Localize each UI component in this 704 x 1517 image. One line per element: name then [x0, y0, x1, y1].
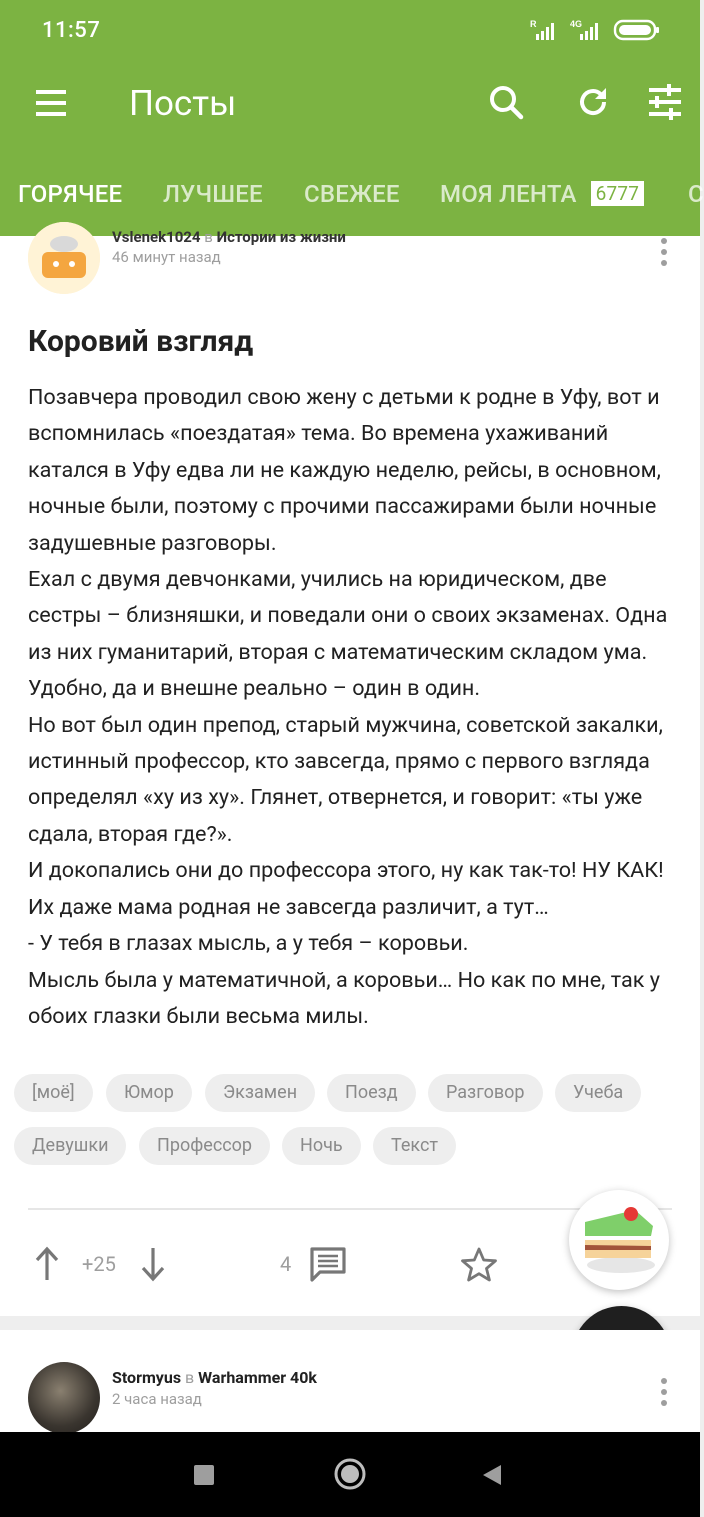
- tab-my-feed[interactable]: [440, 180, 644, 208]
- upvote-arrow-icon[interactable]: [32, 1246, 62, 1282]
- post-paragraph: Мысль была у математичной, а коровьи… Но как по мне, так у обоих глазки были весьма милы.: [28, 967, 660, 1029]
- page-title: Посты: [129, 83, 237, 124]
- post-community[interactable]: Истории из жизни: [216, 228, 346, 246]
- tab-my-feed-label: МОЯ ЛЕНТА: [440, 180, 577, 208]
- post-card: [0, 228, 700, 1316]
- svg-text:4G: 4G: [570, 19, 583, 29]
- more-options-icon[interactable]: [660, 238, 668, 266]
- search-icon[interactable]: [486, 82, 526, 122]
- post-author-line: [112, 228, 346, 246]
- tag-chip[interactable]: Поезд: [327, 1074, 416, 1112]
- tag-chip[interactable]: Экзамен: [205, 1074, 315, 1112]
- post-author[interactable]: Vslenek1024: [112, 228, 201, 246]
- tag-chip[interactable]: Разговор: [428, 1074, 543, 1112]
- status-icons: [530, 19, 660, 41]
- recents-square-icon[interactable]: [193, 1464, 215, 1486]
- signal-4g-icon: [568, 19, 604, 41]
- tag-chip[interactable]: Профессор: [139, 1127, 270, 1165]
- tag-chip[interactable]: Юмор: [106, 1074, 192, 1112]
- cake-button[interactable]: [569, 1190, 669, 1290]
- more-options-icon[interactable]: [660, 1378, 668, 1406]
- next-post-card: [0, 1330, 700, 1440]
- tab-fresh[interactable]: СВЕЖЕЕ: [304, 180, 400, 208]
- app-bar: [0, 66, 700, 156]
- menu-button[interactable]: [30, 82, 72, 124]
- tab-bar: [0, 156, 704, 236]
- next-post-time: 2 часа назад: [112, 1390, 202, 1408]
- filter-sliders-icon[interactable]: [645, 82, 685, 122]
- post-paragraph: Но вот был один препод, старый мужчина, советской закалки, истинный профессор, кто завсегда, прямо с первого взгляда определял «ху из ху». Глянет, отвернется, и говорит: «ты уже сдала, вторая где?».: [28, 712, 663, 847]
- in-word: в: [204, 228, 213, 246]
- post-rating: +25: [82, 1252, 116, 1276]
- tab-next[interactable]: С: [688, 180, 704, 208]
- svg-text:R: R: [530, 19, 537, 29]
- tag-chip[interactable]: Девушки: [14, 1127, 126, 1165]
- post-title[interactable]: Коровий взгляд: [28, 324, 254, 359]
- status-time: 11:57: [42, 18, 101, 43]
- feed-count-badge: 6777: [591, 181, 645, 206]
- next-post-author[interactable]: Stormyus: [112, 1368, 182, 1387]
- post-body: [28, 380, 673, 1028]
- hamburger-icon: [36, 90, 66, 94]
- next-post-community[interactable]: Warhammer 40k: [198, 1368, 317, 1387]
- star-bookmark-icon[interactable]: [460, 1246, 498, 1284]
- tab-hot[interactable]: ГОРЯЧЕЕ: [18, 180, 123, 208]
- tag-chip[interactable]: Ночь: [282, 1127, 361, 1165]
- avatar-image: [28, 222, 100, 294]
- in-word: в: [185, 1368, 195, 1387]
- battery-icon: [614, 19, 660, 41]
- tag-chip[interactable]: Учеба: [555, 1074, 641, 1112]
- post-paragraph: Позавчера проводил свою жену с детьми к родне в Уфу, вот и вспомнилась «поездатая» тема. Во времена ухаживаний катался в Уфу едва ли не каждую неделю, рейсы, в основном, ночные были, поэтому с прочими пассажирами были ночные задушевные разговоры.: [28, 385, 661, 556]
- next-author-avatar[interactable]: [28, 1362, 100, 1434]
- post-paragraph: Ехал с двумя девчонками, учились на юридическом, две сестры – близняшки, и поведали они о своих экзаменах. Одна из них гуманитарий, вторая с математическим складом ума. Удобно, да и внешне реально – один в один.: [28, 567, 668, 702]
- downvote-arrow-icon[interactable]: [138, 1246, 168, 1282]
- home-circle-icon[interactable]: [333, 1457, 367, 1491]
- refresh-icon[interactable]: [573, 82, 613, 122]
- tag-chip[interactable]: [моё]: [14, 1074, 93, 1112]
- tab-best[interactable]: ЛУЧШЕЕ: [163, 180, 263, 208]
- comments-count[interactable]: 4: [280, 1252, 292, 1276]
- post-paragraph: И докопались они до профессора этого, ну как так-то! НУ КАК! Их даже мама родная не завсегда различит, а тут…: [28, 858, 664, 920]
- author-avatar[interactable]: [28, 222, 100, 294]
- status-bar: [0, 0, 700, 66]
- cake-icon: [569, 1190, 669, 1290]
- post-time: 46 минут назад: [112, 248, 221, 266]
- back-triangle-icon[interactable]: [481, 1463, 503, 1487]
- tag-chip[interactable]: Текст: [373, 1127, 456, 1165]
- post-paragraph: - У тебя в глазах мысль, а у тебя – коровьи.: [28, 931, 469, 957]
- comment-icon[interactable]: [309, 1246, 347, 1282]
- signal-r-icon: [530, 19, 558, 41]
- next-author-line: [112, 1368, 317, 1387]
- system-nav-bar: [0, 1432, 700, 1517]
